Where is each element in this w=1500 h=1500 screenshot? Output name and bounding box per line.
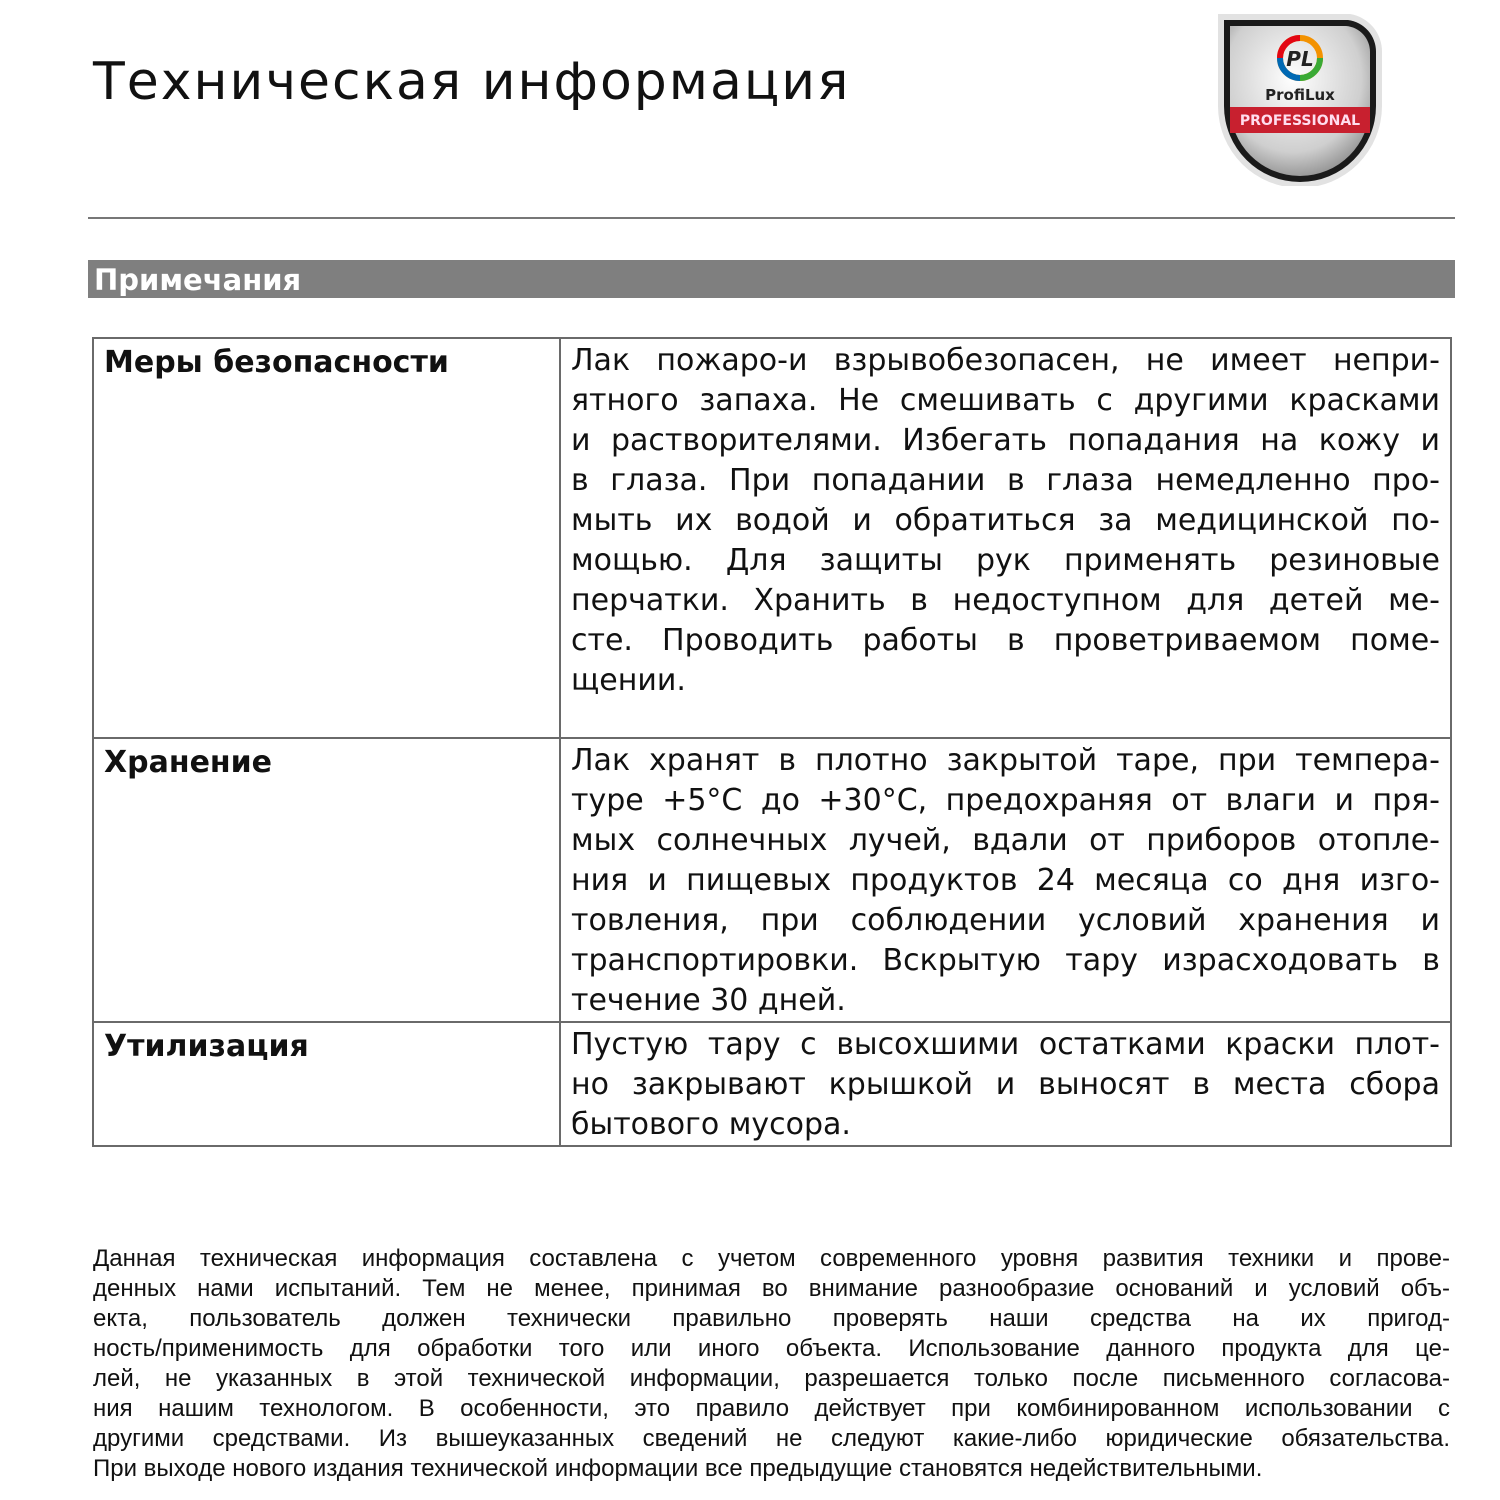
text-line: ятного запаха. Не смешивать с другими красками	[571, 383, 1440, 418]
page-title: Техническая информация	[93, 52, 851, 112]
table-row	[93, 1022, 1451, 1146]
text-line: в глаза. При попадании в глаза немедленно про-	[571, 463, 1440, 498]
section-header: Примечания	[88, 260, 1455, 298]
text-line: лей, не указанных в этой технической информации, разрешается только после письменного согласова-	[93, 1365, 1450, 1392]
text-line: течение 30 дней.	[571, 983, 846, 1018]
text-line: мых солнечных лучей, вдали от приборов отопле-	[571, 823, 1440, 858]
svg-text:ProfiLux: ProfiLux	[1265, 86, 1335, 104]
text-line: Пустую тару с высохшими остатками краски плот-	[571, 1027, 1440, 1062]
text-line: ния и пищевых продуктов 24 месяца со дня изго-	[571, 863, 1440, 898]
text-line: Лак хранят в плотно закрытой таре, при темпера-	[571, 743, 1440, 778]
table-row	[93, 738, 1451, 1022]
row-label: Утилизация	[93, 1022, 560, 1146]
text-line: щении.	[571, 663, 686, 698]
text-line: туре +5°С до +30°С, предохраняя от влаги и пря-	[571, 783, 1440, 818]
svg-text:PL: PL	[1286, 47, 1314, 71]
text-line: екта, пользователь должен технически правильно проверять наши средства на их пригод-	[93, 1305, 1450, 1332]
text-line: бытового мусора.	[571, 1107, 851, 1142]
text-line: Лак пожаро-и взрывобезопасен, не имеет непри-	[571, 343, 1440, 378]
row-label: Хранение	[93, 738, 560, 1022]
row-text	[560, 338, 1451, 738]
header-divider	[88, 217, 1455, 219]
text-line: перчатки. Хранить в недоступном для детей ме-	[571, 583, 1440, 618]
row-text	[560, 1022, 1451, 1146]
text-line: товления, при соблюдении условий хранения и	[571, 903, 1440, 938]
text-line: мощью. Для защиты рук применять резиновые	[571, 543, 1440, 578]
text-line: другими средствами. Из вышеуказанных сведений не следуют какие-либо юридические обязательства.	[93, 1425, 1450, 1452]
text-line: транспортировки. Вскрытую тару израсходовать в	[571, 943, 1440, 978]
profilux-logo	[1210, 6, 1390, 186]
row-label: Меры безопасности	[93, 338, 560, 738]
text-line: денных нами испытаний. Тем не менее, принимая во внимание разнообразие оснований и условий объ-	[93, 1275, 1450, 1302]
text-line: ния нашим технологом. В особенности, это правило действует при комбинированном использовании с	[93, 1395, 1450, 1422]
text-line: мыть их водой и обратиться за медицинской по-	[571, 503, 1440, 538]
notes-table	[92, 337, 1452, 1147]
row-text	[560, 738, 1451, 1022]
svg-text:PROFESSIONAL: PROFESSIONAL	[1239, 113, 1361, 129]
text-line: сте. Проводить работы в проветриваемом поме-	[571, 623, 1440, 658]
table-row	[93, 338, 1451, 738]
text-line: Данная техническая информация составлена с учетом современного уровня развития техники и прове-	[93, 1245, 1450, 1272]
text-line: и растворителями. Избегать попадания на кожу и	[571, 423, 1440, 458]
text-line: При выходе нового издания технической информации все предыдущие становятся недействительными.	[93, 1455, 1263, 1482]
disclaimer	[93, 1244, 1450, 1484]
text-line: но закрывают крышкой и выносят в места сбора	[571, 1067, 1440, 1102]
text-line: ность/применимость для обработки того или иного объекта. Использование данного продукта для це-	[93, 1335, 1450, 1362]
